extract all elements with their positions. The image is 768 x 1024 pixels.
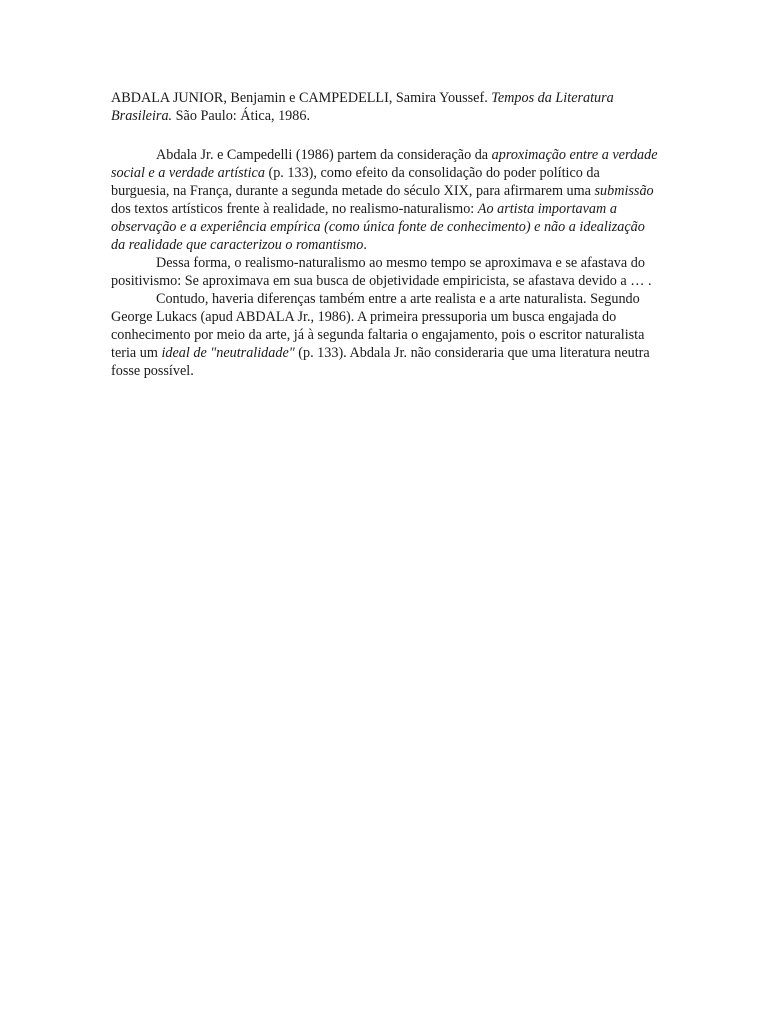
paragraph-3: [111, 290, 659, 380]
text-run: dos textos artísticos frente à realidade, no realismo-naturalismo:: [111, 201, 478, 217]
text-run: .: [363, 237, 367, 253]
document-body: [111, 89, 659, 380]
reference-title: Tempos da Literatura Brasileira.: [111, 90, 614, 124]
reference-publication: São Paulo: Ática, 1986.: [172, 108, 311, 124]
reference-authors: ABDALA JUNIOR, Benjamin e CAMPEDELLI, Samira Youssef.: [111, 90, 492, 106]
text-run: (p. 133). Abdala Jr. não consideraria que uma literatura neutra fosse possível.: [111, 345, 650, 379]
text-run-italic: Ao artista importavam a observação e a experiência empírica (como única fonte de conhecimento) e não a idealização da realidade que caracterizou o romantismo: [111, 201, 645, 253]
text-run-italic: aproximação entre a verdade social e a verdade artística: [111, 147, 658, 181]
paragraph-2: [111, 254, 659, 290]
text-run: Abdala Jr. e Campedelli (1986) partem da consideração da: [156, 147, 492, 163]
text-run-italic: submissão: [594, 183, 654, 199]
paragraph-1: [111, 146, 659, 254]
bibliographic-reference: [111, 89, 659, 125]
text-run: Dessa forma, o realismo-naturalismo ao mesmo tempo se aproximava e se afastava do positivismo: Se aproximava em sua busca de objetividade empiricista, se afastava devido a … .: [111, 255, 652, 289]
text-run-italic: ideal de "neutralidade": [161, 345, 295, 361]
text-run: Contudo, haveria diferenças também entre a arte realista e a arte naturalista. Segundo George Lukacs (apud ABDALA Jr., 1986). A primeira pressuporia um busca engajada do conhecimento por meio da arte, já à segunda faltaria o engajamento, pois o escritor naturalista teria um: [111, 291, 645, 361]
text-run: (p. 133), como efeito da consolidação do poder político da burguesia, na França, durante a segunda metade do século XIX, para afirmarem uma: [111, 165, 600, 199]
